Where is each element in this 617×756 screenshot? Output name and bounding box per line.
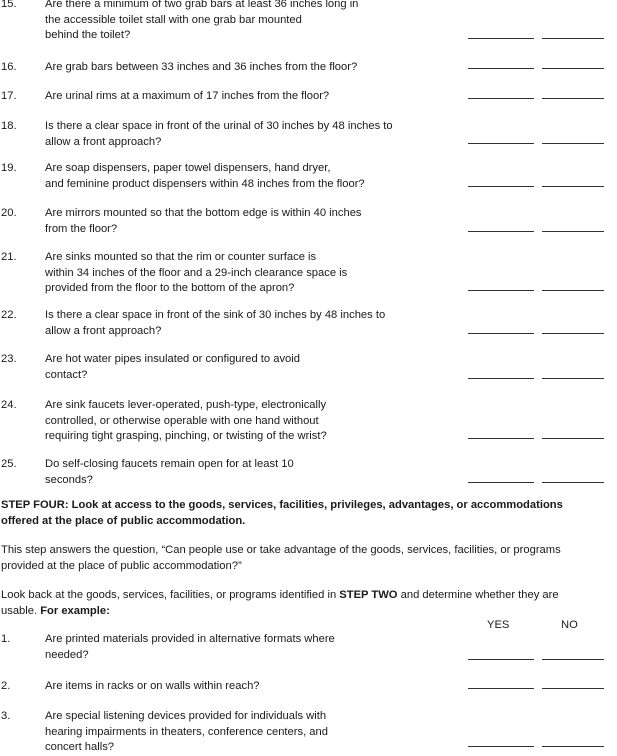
step-four-heading: [1, 498, 615, 529]
question-text-line: Are urinal rims at a maximum of 17 inches from the floor?: [45, 90, 330, 102]
question-text: [45, 206, 445, 237]
no-answer-blank[interactable]: [542, 38, 604, 39]
no-answer-blank[interactable]: [542, 68, 604, 69]
question-text: [45, 398, 445, 445]
yes-answer-blank[interactable]: [468, 378, 534, 379]
question-text-line: from the floor?: [45, 222, 118, 235]
question-text-line: needed?: [45, 648, 89, 661]
question-text-line: Is there a clear space in front of the sink of 30 inches by 48 inches to: [45, 309, 386, 321]
step-four-intro: [1, 543, 615, 574]
yes-answer-blank[interactable]: [468, 482, 534, 483]
no-answer-blank[interactable]: [542, 143, 604, 144]
question-text: [45, 0, 445, 44]
question-text-line: Are soap dispensers, paper towel dispensers, hand dryer,: [45, 162, 331, 174]
no-answer-blank[interactable]: [542, 659, 604, 660]
no-answer-blank[interactable]: [542, 290, 604, 291]
question-number: 16.: [1, 61, 17, 73]
look-back-text: usable.: [1, 604, 41, 617]
question-text-line: concert halls?: [45, 741, 115, 753]
question-text-line: Are sinks mounted so that the rim or counter surface is: [45, 251, 317, 263]
question-number: 23.: [1, 353, 17, 365]
question-number: 2.: [1, 680, 11, 692]
question-number: 24.: [1, 399, 17, 411]
yes-answer-blank[interactable]: [468, 438, 534, 439]
yes-answer-blank[interactable]: [468, 68, 534, 69]
question-text: [45, 457, 445, 488]
yes-answer-blank[interactable]: [468, 333, 534, 334]
question-text: [45, 161, 445, 192]
no-answer-blank[interactable]: [542, 333, 604, 334]
question-text: [45, 679, 445, 695]
question-text-line: Are hot water pipes insulated or configured to avoid: [45, 353, 300, 365]
question-text-line: hearing impairments in theaters, conference centers, and: [45, 725, 328, 738]
question-text: [45, 308, 445, 339]
question-text: [45, 250, 445, 297]
yes-answer-blank[interactable]: [468, 143, 534, 144]
step-two-reference: STEP TWO: [339, 589, 398, 601]
question-text-line: allow a front approach?: [45, 135, 162, 148]
question-text: [45, 352, 445, 383]
question-text: [45, 709, 445, 756]
step-four-heading-line: STEP FOUR: Look at access to the goods, services, facilities, privileges, advantages, or accommodations: [1, 499, 563, 511]
question-text-line: within 34 inches of the floor and a 29-inch clearance space is: [45, 266, 348, 279]
question-text-line: Are grab bars between 33 inches and 36 inches from the floor?: [45, 61, 358, 73]
question-text: [45, 119, 445, 150]
no-column-header: NO: [561, 619, 578, 631]
no-answer-blank[interactable]: [542, 746, 604, 747]
no-answer-blank[interactable]: [542, 688, 604, 689]
yes-answer-blank[interactable]: [468, 746, 534, 747]
question-text-line: Are mirrors mounted so that the bottom edge is within 40 inches: [45, 207, 362, 219]
step-four-intro-line: This step answers the question, “Can people use or take advantage of the goods, services, facilities, or programs: [1, 544, 561, 556]
question-number: 25.: [1, 458, 17, 470]
question-text-line: Is there a clear space in front of the urinal of 30 inches by 48 inches to: [45, 120, 393, 132]
no-answer-blank[interactable]: [542, 98, 604, 99]
no-answer-blank[interactable]: [542, 438, 604, 439]
no-answer-blank[interactable]: [542, 482, 604, 483]
question-text-line: Are sink faucets lever-operated, push-type, electronically: [45, 399, 327, 411]
question-number: 3.: [1, 710, 11, 722]
no-answer-blank[interactable]: [542, 378, 604, 379]
no-answer-blank[interactable]: [542, 186, 604, 187]
question-number: 21.: [1, 251, 17, 263]
question-text-line: provided from the floor to the bottom of the apron?: [45, 282, 295, 294]
question-text-line: Do self-closing faucets remain open for at least 10: [45, 458, 294, 470]
question-text-line: seconds?: [45, 473, 93, 486]
yes-answer-blank[interactable]: [468, 290, 534, 291]
question-text-line: controlled, or otherwise operable with one hand without: [45, 414, 319, 427]
question-text-line: contact?: [45, 368, 88, 381]
question-text-line: Are printed materials provided in alternative formats where: [45, 633, 335, 645]
question-number: 19.: [1, 162, 17, 174]
yes-answer-blank[interactable]: [468, 688, 534, 689]
question-number: 22.: [1, 309, 17, 321]
yes-answer-blank[interactable]: [468, 186, 534, 187]
yes-answer-blank[interactable]: [468, 231, 534, 232]
question-number: 18.: [1, 120, 17, 132]
yes-answer-blank[interactable]: [468, 98, 534, 99]
question-text-line: and feminine product dispensers within 48 inches from the floor?: [45, 177, 365, 190]
question-text-line: behind the toilet?: [45, 29, 131, 41]
look-back-text: Look back at the goods, services, facilities, or programs identified in: [1, 589, 340, 601]
yes-answer-blank[interactable]: [468, 38, 534, 39]
question-text-line: Are there a minimum of two grab bars at least 36 inches long in: [45, 0, 359, 10]
question-text-line: the accessible toilet stall with one grab bar mounted: [45, 13, 302, 26]
question-text-line: allow a front approach?: [45, 324, 162, 337]
question-text: [45, 632, 445, 663]
look-back-text: and determine whether they are: [397, 589, 559, 601]
question-number: 15.: [1, 0, 17, 10]
question-number: 17.: [1, 90, 17, 102]
for-example-label: For example:: [40, 604, 110, 617]
look-back-paragraph: [1, 588, 615, 619]
no-answer-blank[interactable]: [542, 231, 604, 232]
question-text-line: requiring tight grasping, pinching, or twisting of the wrist?: [45, 430, 327, 442]
question-text-line: Are special listening devices provided for individuals with: [45, 710, 327, 722]
question-text: [45, 89, 445, 105]
look-back-line-1: [1, 588, 615, 604]
step-four-heading-line: offered at the place of public accommodation.: [1, 514, 246, 527]
step-four-intro-line: provided at the place of public accommodation?”: [1, 559, 242, 572]
question-text: [45, 60, 445, 76]
yes-column-header: YES: [487, 619, 510, 631]
look-back-line-2: [1, 604, 615, 620]
question-number: 20.: [1, 207, 17, 219]
question-number: 1.: [1, 633, 11, 645]
yes-answer-blank[interactable]: [468, 659, 534, 660]
question-text-line: Are items in racks or on walls within reach?: [45, 680, 260, 692]
